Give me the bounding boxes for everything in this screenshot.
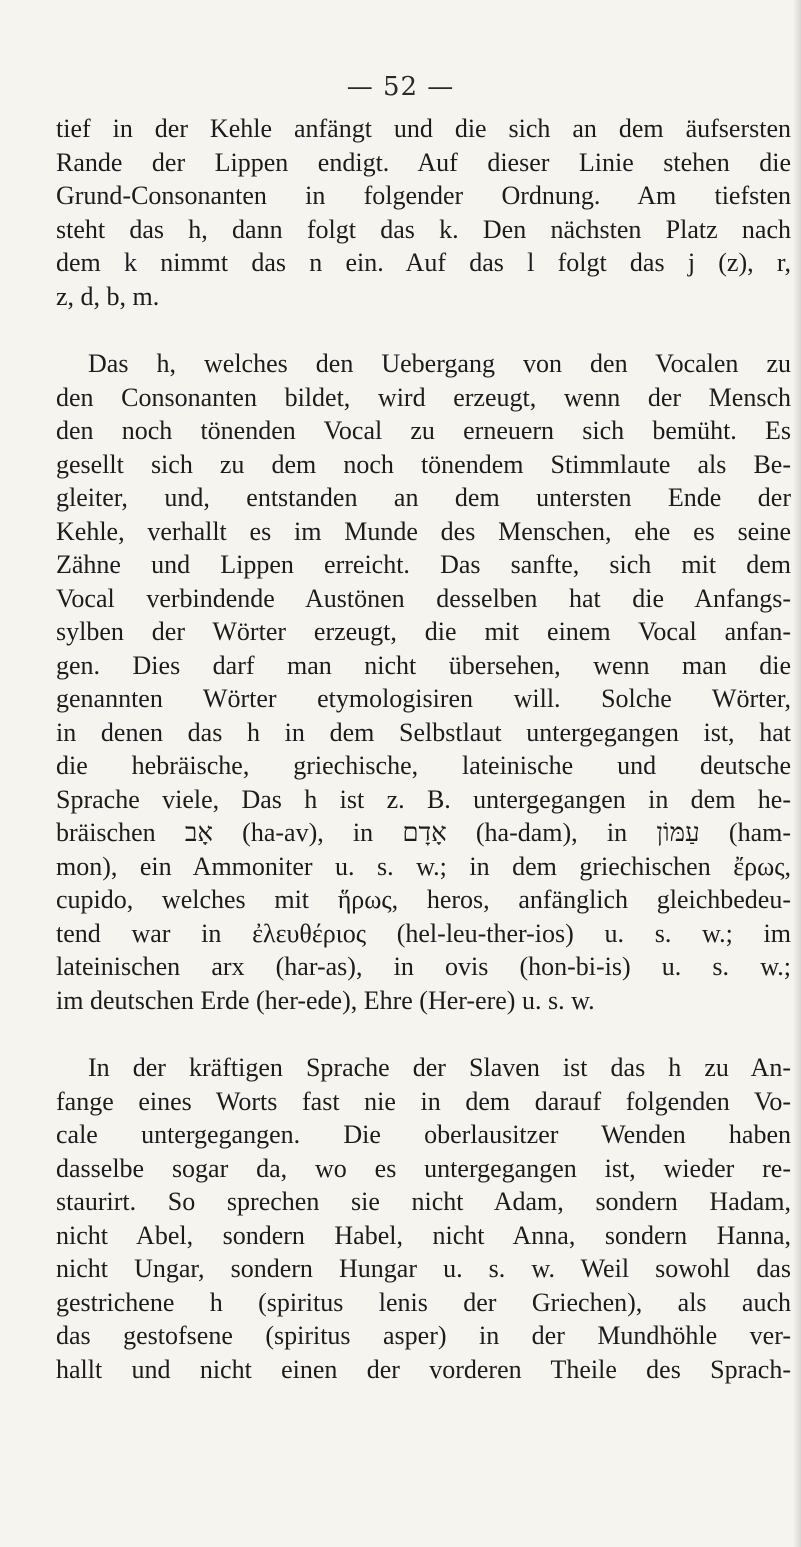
body-text: [56, 112, 791, 1386]
paragraph-gap: [56, 313, 791, 347]
paragraph-3: [56, 1051, 791, 1386]
text-line: lateinischen arx (har-as), in ovis (hon-bi-is) u. s. w.;: [56, 952, 791, 981]
text-line: mon), ein Ammoniter u. s. w.; in dem griechischen ἔρως,: [56, 851, 791, 881]
text-line: genannten Wörter etymologisiren will. Solche Wörter,: [56, 684, 791, 713]
text-line: cale untergegangen. Die oberlausitzer Wenden haben: [56, 1120, 791, 1149]
text-line: Kehle, verhallt es im Munde des Menschen, ehe es seine: [56, 516, 791, 546]
text-line: dasselbe sogar da, wo es untergegangen ist, wieder re-: [56, 1153, 791, 1183]
text-line: im deutschen Erde (her-ede), Ehre (Her-ere) u. s. w.: [56, 985, 595, 1015]
text-line: nicht Ungar, sondern Hungar u. s. w. Weil sowohl das: [56, 1254, 791, 1283]
text-line: die hebräische, griechische, lateinische und deutsche: [56, 751, 791, 780]
text-line: Vocal verbindende Austönen desselben hat die Anfangs-: [56, 583, 791, 613]
text-line: den Consonanten bildet, wird erzeugt, wenn der Mensch: [56, 382, 791, 412]
text-line: Zähne und Lippen erreicht. Das sanfte, sich mit dem: [56, 550, 791, 579]
text-line: z, d, b, m.: [56, 281, 160, 311]
text-line: cupido, welches mit ἥρως, heros, anfänglich gleichbedeu-: [56, 885, 791, 914]
text-line: bräischen אָב (ha-av), in אָדָם (ha-dam), in עַמּוֹן (ham-: [56, 818, 791, 847]
text-line: Grund-Consonanten in folgender Ordnung. Am tiefsten: [56, 181, 791, 210]
paragraph-2: [56, 347, 791, 1017]
text-line: gleiter, und, entstanden an dem untersten Ende der: [56, 483, 791, 512]
text-line: steht das h, dann folgt das k. Den nächsten Platz nach: [56, 214, 791, 244]
text-line: staurirt. So sprechen sie nicht Adam, sondern Hadam,: [56, 1187, 791, 1216]
text-line: In der kräftigen Sprache der Slaven ist das h zu An-: [88, 1053, 791, 1082]
text-line: Das h, welches den Uebergang von den Vocalen zu: [88, 349, 791, 378]
text-line: sylben der Wörter erzeugt, die mit einem Vocal anfan-: [56, 617, 791, 646]
paragraph-1: [56, 112, 791, 313]
text-line: das gestofsene (spiritus asper) in der Mundhöhle ver-: [56, 1321, 791, 1350]
text-line: den noch tönenden Vocal zu erneuern sich bemüht. Es: [56, 416, 791, 445]
text-line: gestrichene h (spiritus lenis der Griechen), als auch: [56, 1287, 791, 1317]
text-line: Sprache viele, Das h ist z. B. untergegangen in dem he-: [56, 784, 791, 814]
text-line: gen. Dies darf man nicht übersehen, wenn man die: [56, 650, 791, 680]
scan-edge-shadow: [793, 0, 801, 1547]
text-line: fange eines Worts fast nie in dem darauf folgenden Vo-: [56, 1086, 791, 1116]
text-line: hallt und nicht einen der vorderen Theile des Sprach-: [56, 1354, 791, 1384]
text-line: tief in der Kehle anfängt und die sich an dem äufsersten: [56, 114, 791, 143]
text-line: gesellt sich zu dem noch tönendem Stimmlaute als Be-: [56, 449, 791, 479]
text-line: nicht Abel, sondern Habel, nicht Anna, sondern Hanna,: [56, 1220, 791, 1250]
page-number: — 52 —: [346, 72, 455, 102]
text-line: Rande der Lippen endigt. Auf dieser Linie stehen die: [56, 147, 791, 177]
paragraph-gap: [56, 1017, 791, 1051]
text-line: tend war in ἐλευθέριος (hel-leu-ther-ios) u. s. w.; im: [56, 918, 791, 948]
text-line: in denen das h in dem Selbstlaut untergegangen ist, hat: [56, 717, 791, 747]
text-line: dem k nimmt das n ein. Auf das l folgt das j (z), r,: [56, 248, 791, 277]
